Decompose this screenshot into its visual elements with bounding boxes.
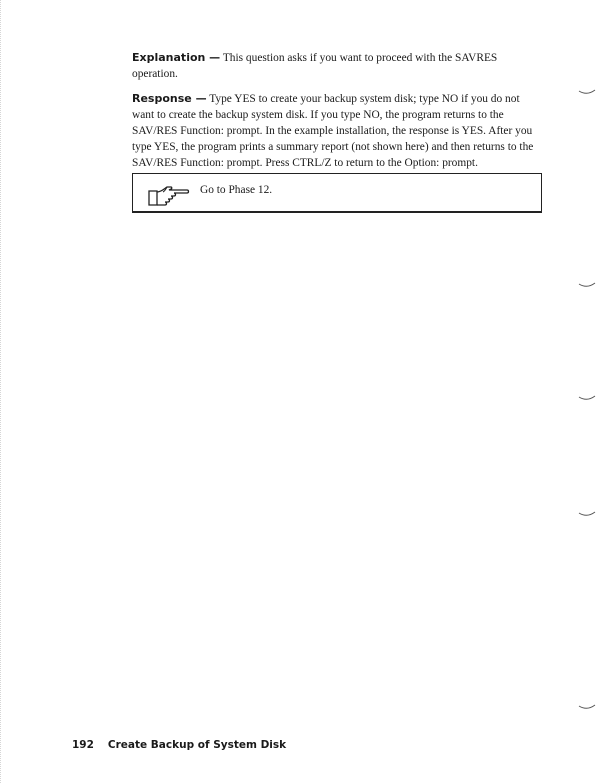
response-term: Response — xyxy=(132,92,207,105)
explanation-paragraph xyxy=(132,50,542,82)
pointing-hand-icon xyxy=(147,183,191,207)
margin-mark xyxy=(578,509,596,519)
explanation-term: Explanation — xyxy=(132,51,221,64)
page-footer xyxy=(72,739,286,751)
explanation-text: This question asks if you want to proceed with the SAVRES operation. xyxy=(132,52,498,80)
margin-mark xyxy=(578,393,596,403)
response-paragraph xyxy=(132,91,542,171)
response-text: Type YES to create your backup system disk; type NO if you do not want to create the backup system disk. If you type NO, the program returns to the SAV/RES Function: prompt. In the example installation, the response is YES. After you type YES, the program prints a summary report (not shown here) and then returns to the SAV/RES Function: prompt. Press CTRL/Z to return to the Option: prompt. xyxy=(132,93,534,169)
body-text xyxy=(132,50,542,180)
page-edge xyxy=(0,0,3,783)
note-text: Go to Phase 12. xyxy=(200,184,273,196)
page-number: 192 xyxy=(72,739,94,751)
margin-mark xyxy=(578,280,596,290)
note-box xyxy=(132,173,542,213)
margin-mark xyxy=(578,702,596,712)
footer-section-title: Create Backup of System Disk xyxy=(107,739,287,751)
margin-mark xyxy=(578,87,596,97)
